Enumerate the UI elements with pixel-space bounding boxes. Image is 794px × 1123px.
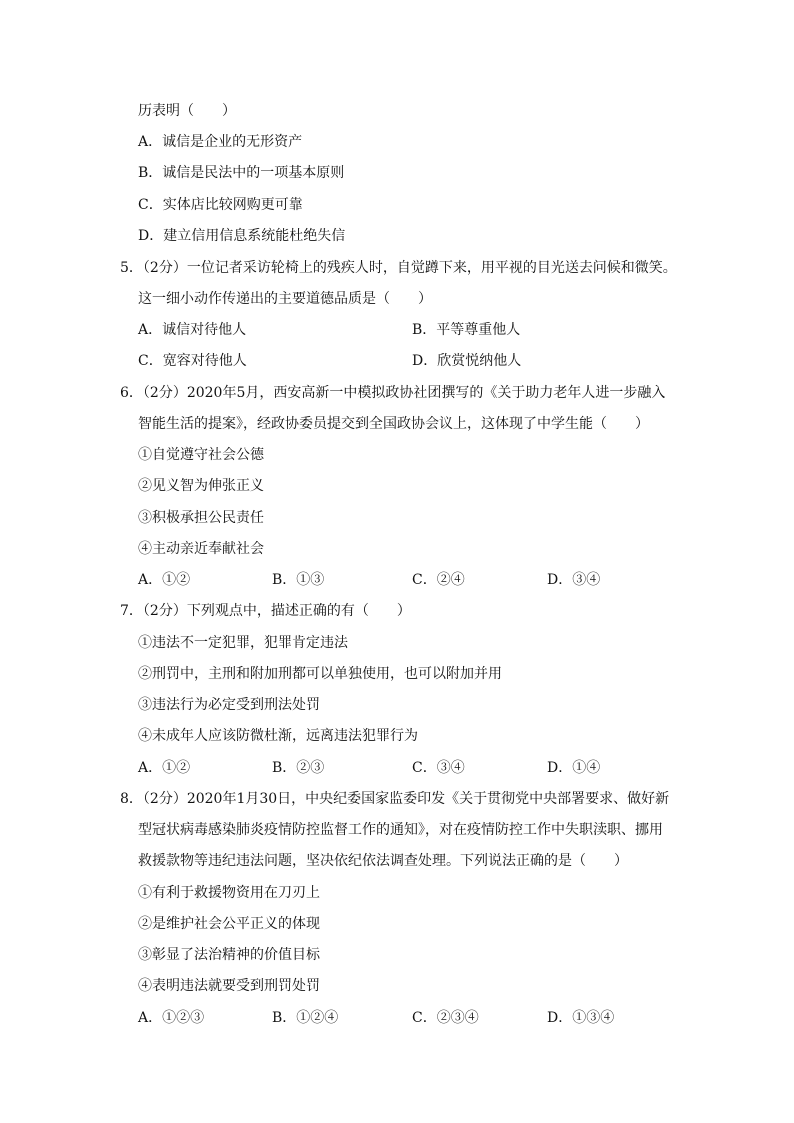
q6-option-d: D．③④ (547, 572, 601, 588)
q8-stem-line-1: 8．（2分）2020年1月30日，中央纪委国家监委印发《关于贯彻党中央部署要求、做好新 (120, 791, 670, 807)
q6-options-row (138, 565, 698, 596)
q5-stem-line-2: 这一细小动作传递出的主要道德品质是（ ） (138, 291, 432, 307)
q8-item-3: ③彰显了法治精神的价值目标 (138, 947, 320, 963)
q5-options-row-2 (138, 346, 698, 377)
q6-stem-line-1: 6．（2分）2020年5月，西安高新一中模拟政协社团撰写的《关于助力老年人进一步融入 (120, 385, 666, 401)
q7-option-a: A．①② (138, 760, 191, 776)
q6-option-a: A．①② (138, 572, 191, 588)
q4-option-d: D．建立信用信息系统能杜绝失信 (138, 228, 346, 244)
q8-option-a: A．①②③ (138, 1010, 205, 1026)
q4-stem-continuation: 历表明（ ） (138, 103, 236, 119)
q6-item-1: ①自觉遵守社会公德 (138, 447, 264, 463)
q8-item-4: ④表明违法就要受到刑罚处罚 (138, 978, 320, 994)
q5-option-c: C．宽容对待他人 (138, 353, 247, 369)
q6-item-2: ②见义智为伸张正义 (138, 478, 264, 494)
q8-stem-line-2: 型冠状病毒感染肺炎疫情防控监督工作的通知》，对在疫情防控工作中失职渎职、挪用 (138, 822, 663, 838)
q8-item-1: ①有利于救援物资用在刀刃上 (138, 885, 320, 901)
q8-options-row (138, 1003, 698, 1034)
q6-item-3: ③积极承担公民责任 (138, 510, 264, 526)
q7-stem-line-1: 7．（2分）下列观点中，描述正确的有（ ） (120, 603, 411, 619)
q8-item-2: ②是维护社会公平正义的体现 (138, 916, 320, 932)
q5-options-row-1 (138, 315, 698, 346)
q8-stem-line-3: 救援款物等违纪违法问题，坚决依纪依法调查处理。下列说法正确的是（ ） (138, 853, 628, 869)
q8-option-b: B．①②④ (272, 1010, 339, 1026)
q5-option-d: D．欣赏悦纳他人 (412, 353, 522, 369)
q6-option-b: B．①③ (272, 572, 325, 588)
q5-stem-line-1: 5．（2分）一位记者采访轮椅上的残疾人时，自觉蹲下来，用平视的目光送去问候和微笑。 (120, 260, 677, 276)
q7-option-b: B．②③ (272, 760, 325, 776)
q6-stem-line-2: 智能生活的提案》，经政协委员提交到全国政协会议上，这体现了中学生能（ ） (138, 416, 649, 432)
q7-option-c: C．③④ (412, 760, 465, 776)
q8-option-c: C．②③④ (412, 1010, 479, 1026)
q5-option-b: B．平等尊重他人 (412, 322, 521, 338)
q7-option-d: D．①④ (547, 760, 601, 776)
q6-item-4: ④主动亲近奉献社会 (138, 541, 264, 557)
q7-item-4: ④未成年人应该防微杜渐，远离违法犯罪行为 (138, 728, 418, 744)
q6-option-c: C．②④ (412, 572, 465, 588)
q4-option-a: A．诚信是企业的无形资产 (138, 134, 303, 150)
q7-item-2: ②刑罚中，主刑和附加刑都可以单独使用，也可以附加并用 (138, 666, 502, 682)
q4-option-b: B．诚信是民法中的一项基本原则 (138, 165, 345, 181)
q7-item-3: ③违法行为必定受到刑法处罚 (138, 697, 320, 713)
q8-option-d: D．①③④ (547, 1010, 615, 1026)
q5-option-a: A．诚信对待他人 (138, 322, 247, 338)
q7-options-row (138, 753, 698, 784)
q7-item-1: ①违法不一定犯罪，犯罪肯定违法 (138, 635, 348, 651)
q4-option-c: C．实体店比较网购更可靠 (138, 197, 303, 213)
